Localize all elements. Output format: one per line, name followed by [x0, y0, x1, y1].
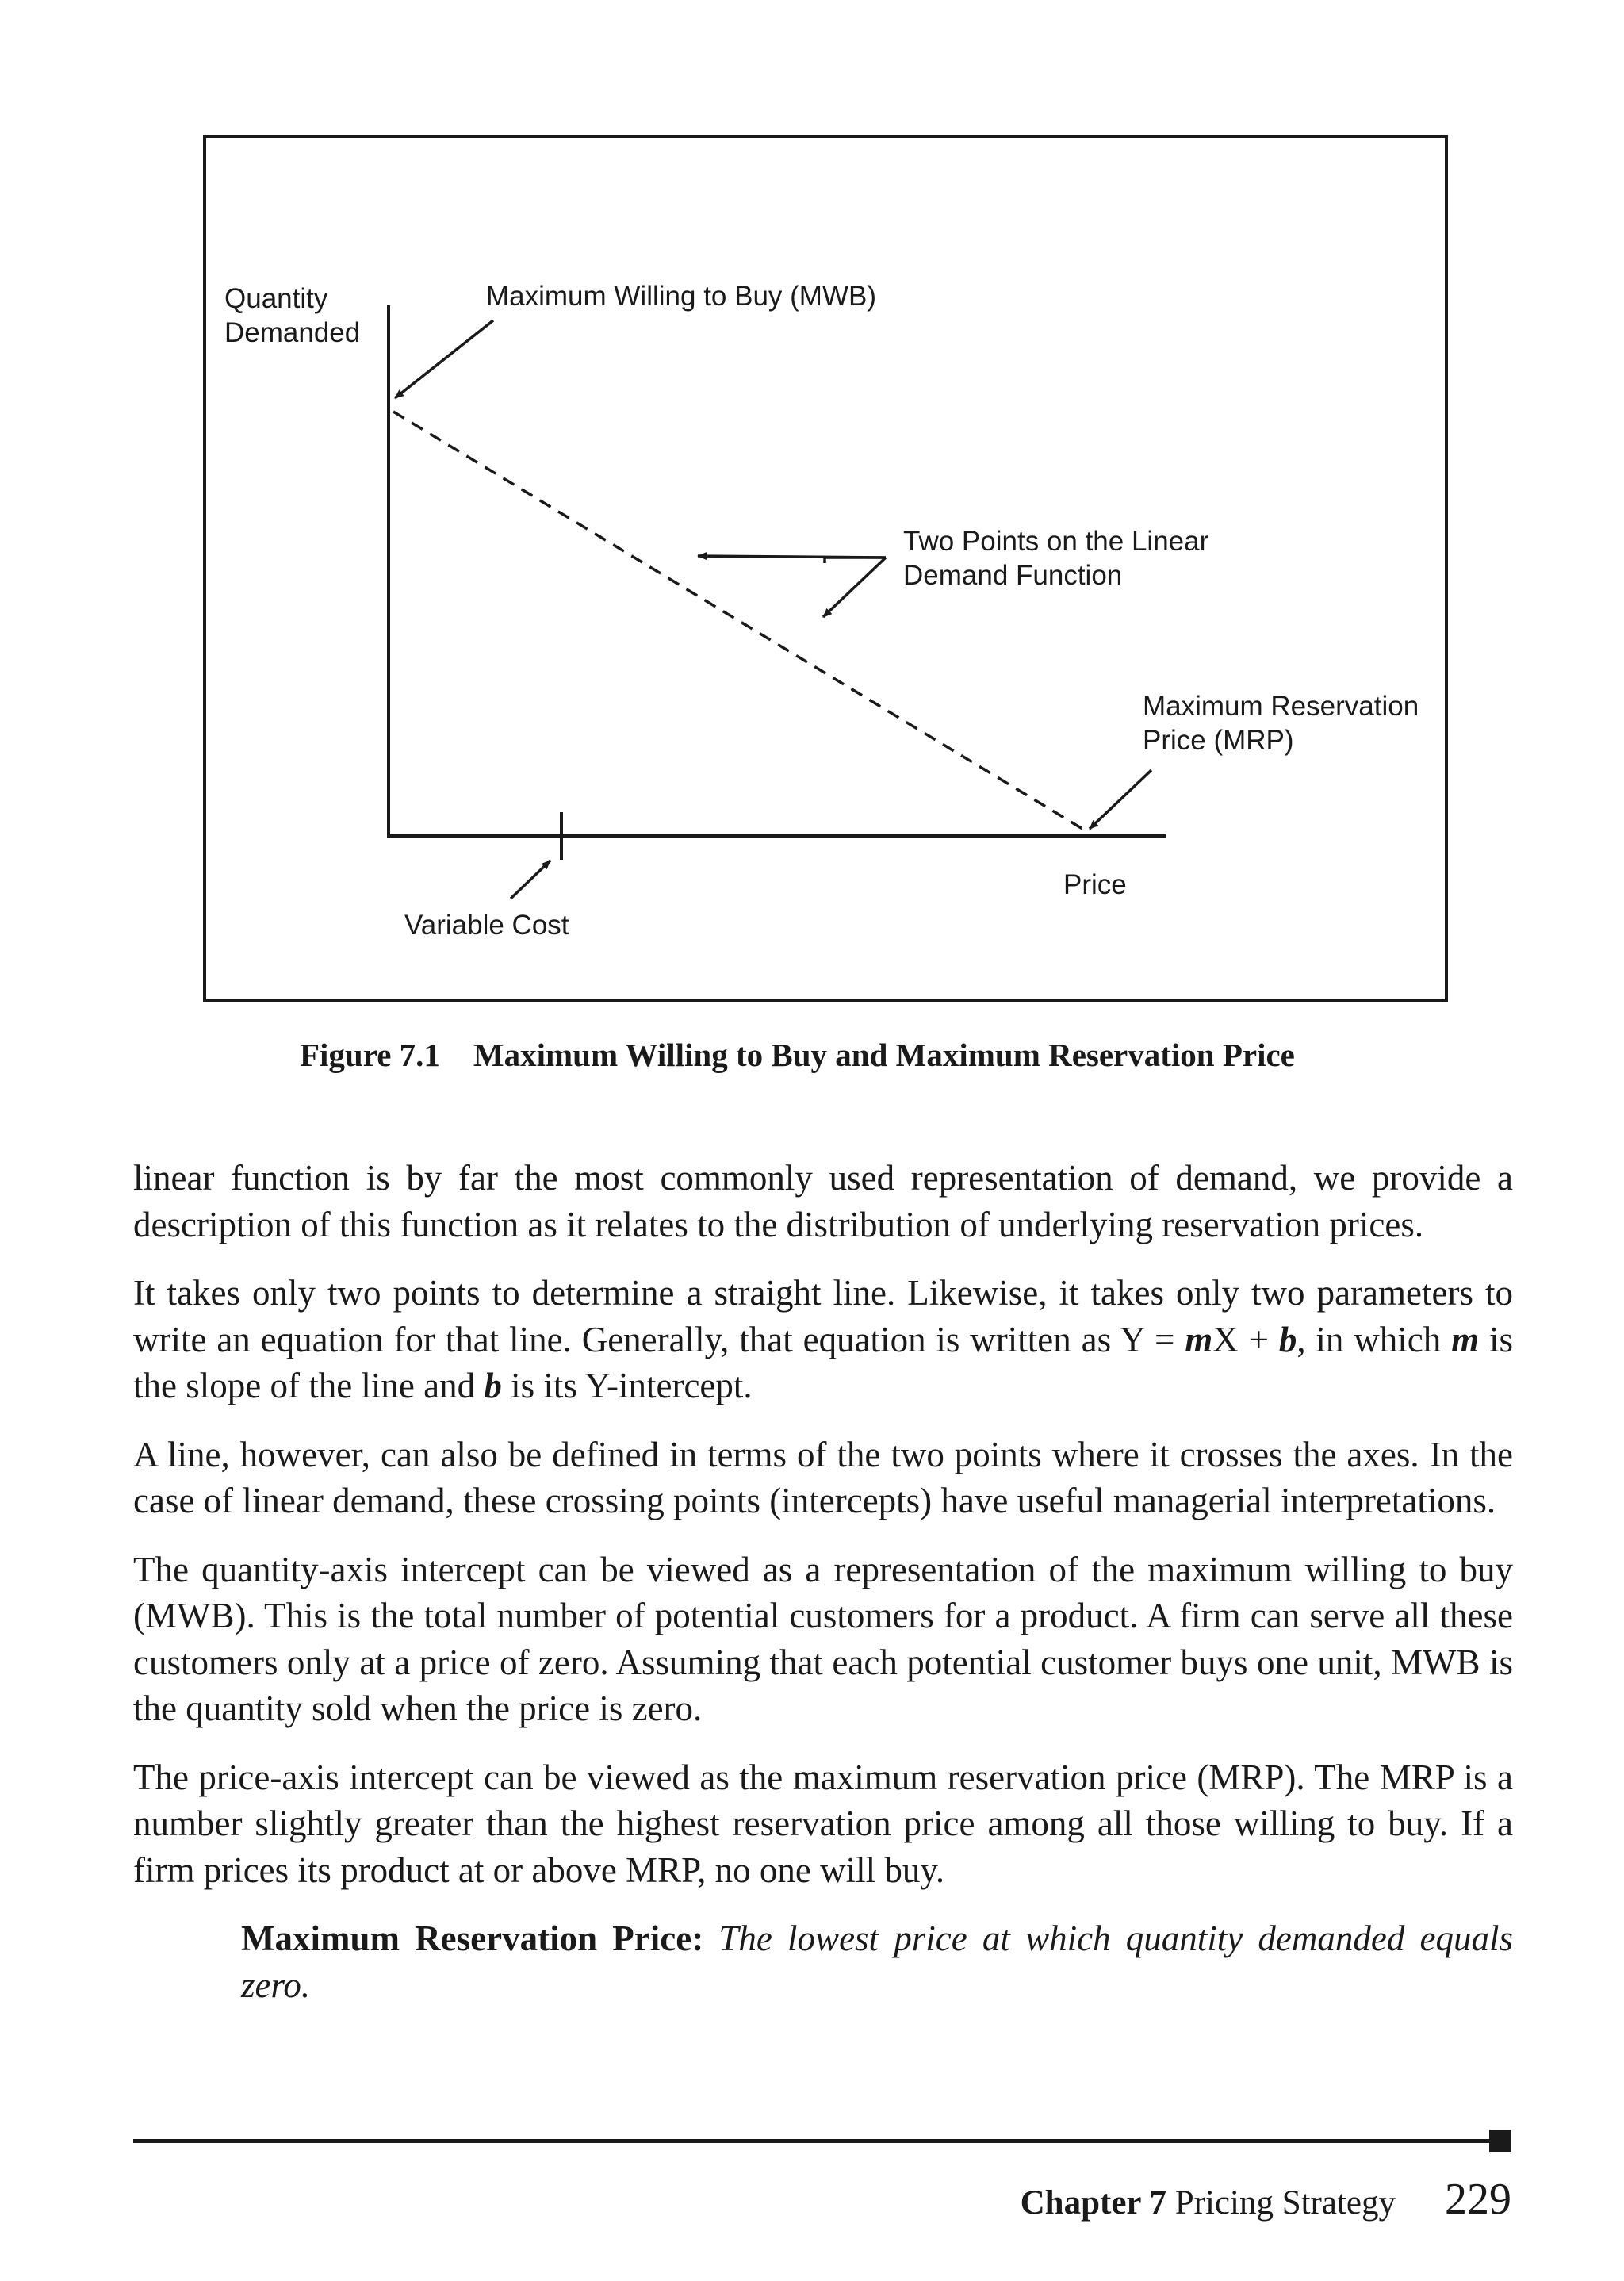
demand-line — [393, 412, 1086, 831]
footer-marker — [1489, 2130, 1511, 2152]
mrp-label: Maximum Reservation Price (MRP) — [1143, 691, 1419, 756]
paragraph: The price-axis intercept can be viewed as the maximum reservation price (MRP). The MRP is a number slightly greater than the highest reservation price among all those willing to buy. If a firm prices its product at or above MRP, no one will buy. — [133, 1757, 1513, 1890]
paragraph: A line, however, can also be defined in terms of the two points where it crosses the axes. In the case of linear demand, these crossing points (intercepts) have useful managerial interpretations. — [133, 1434, 1513, 1520]
page-footer — [1021, 2174, 1511, 2225]
mrp-arrow — [1090, 770, 1151, 829]
paragraph: The quantity-axis intercept can be viewed as a representation of the maximum willing to buy (MWB). This is the total number of potential customers for a product. A firm can serve all these customers only at a price of zero. Assuming that each potential customer buys one unit, MWB is the quantity sold when the price is zero. — [133, 1549, 1513, 1728]
price-label: Price — [1063, 869, 1127, 900]
two-points-arrow-1 — [698, 556, 886, 558]
paragraph: linear function is by far the most commonly used representation of demand, we provide a description of this function as it relates to the distribution of underlying reservation prices. — [133, 1158, 1513, 1244]
figure-title: Maximum Willing to Buy and Maximum Reservation Price — [473, 1037, 1295, 1073]
variable-cost-label: Variable Cost — [404, 910, 569, 941]
body-text — [133, 1155, 1513, 2030]
two-points-arrow-2 — [823, 558, 886, 617]
figure-number: Figure 7.1 — [300, 1037, 440, 1073]
two-points-label: Two Points on the Linear Demand Function — [903, 526, 1209, 591]
definition-term: Maximum Reservation Price: — [241, 1919, 704, 1958]
paragraph: It takes only two points to determine a straight line. Likewise, it takes only two parameters to write an equation for that line. Generally, that equation is written as Y = mX + b, in which m is the slope of the line and b is its Y-intercept. — [133, 1273, 1513, 1405]
footer-section: Pricing Strategy — [1174, 2184, 1396, 2222]
variable-cost-arrow — [511, 861, 550, 899]
footer-rule — [133, 2139, 1500, 2143]
footer-chapter: Chapter 7 — [1020, 2184, 1166, 2222]
definition — [241, 1915, 1513, 2008]
y-axis-label: Quantity Demanded — [224, 283, 361, 348]
mwb-label: Maximum Willing to Buy (MWB) — [486, 281, 876, 312]
figure-caption — [300, 1036, 1295, 1074]
page-number: 229 — [1445, 2175, 1511, 2224]
definition-text: The lowest price at which quantity demanded equals zero. — [241, 1919, 1514, 2005]
mwb-arrow — [395, 320, 493, 398]
